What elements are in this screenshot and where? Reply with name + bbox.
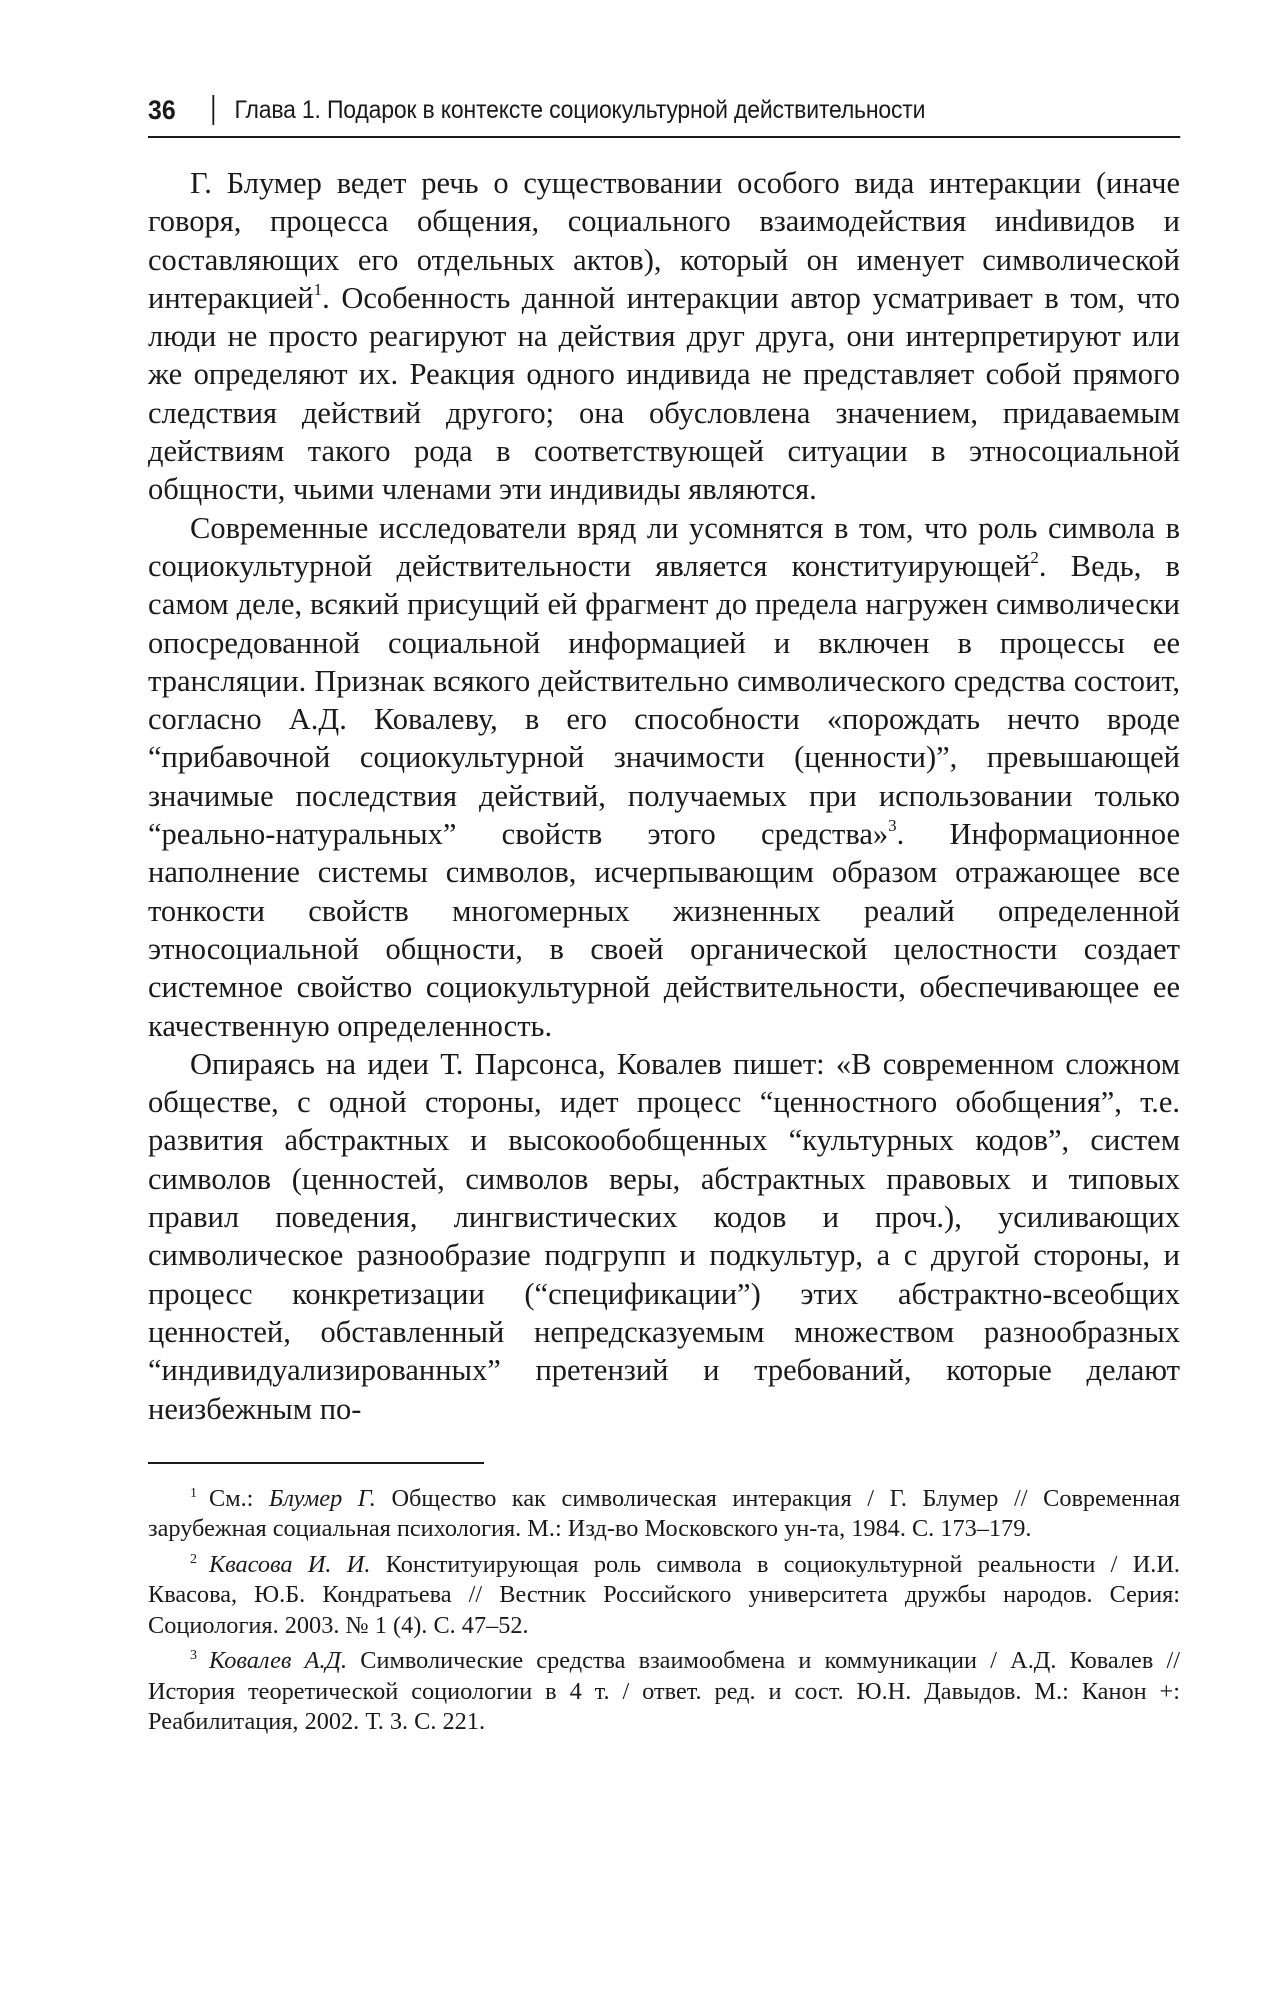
footnote-1-number: 1 — [190, 1485, 197, 1501]
paragraph-1-text-a: Г. Блумер ведет речь о существовании особого вида интеракции (иначе говоря, процесса общения, социального взаимодействия инdивидов и составляющих его отдельных актов), который он именует символической интеракцией — [148, 166, 1180, 315]
footnote-2-number: 2 — [190, 1551, 197, 1567]
paragraph-3 — [148, 1045, 1180, 1428]
page-number: 36 — [148, 94, 176, 125]
footnote-3-number: 3 — [190, 1648, 197, 1664]
main-text — [148, 164, 1180, 1428]
footnote-1 — [148, 1484, 1180, 1545]
footnote-ref-3: 3 — [888, 815, 897, 835]
book-page — [148, 88, 1180, 1743]
footnote-ref-2: 2 — [1030, 547, 1039, 567]
footnote-3 — [148, 1646, 1180, 1738]
footnote-ref-1: 1 — [313, 279, 323, 299]
footnotes — [148, 1484, 1180, 1738]
chapter-title: Глава 1. Подарок в контексте социокультурной действительности — [234, 95, 926, 124]
paragraph-2 — [148, 509, 1180, 1045]
footnote-1-author: Блумер Г. — [269, 1484, 376, 1512]
paragraph-2-text-a: Современные исследователи вряд ли усомнятся в том, что роль символа в социокультурной действительности является конституирующей — [148, 510, 1180, 583]
footnote-3-author: Ковалев А.Д. — [209, 1647, 348, 1675]
paragraph-2-text-b: . Ведь, в самом деле, всякий присущий ей фрагмент до предела нагружен символически опосредованной социальной информацией и включен в процессы ее трансляции. Признак всякого действительно символического средства состоит, согласно А.Д. Ковалеву, в его способности «порождать нечто вроде “прибавочной социокультурной значимости (ценности)”, превышающей значимые последствия действий, получаемых при использовании только “реально-натуральных” свойств этого средства» — [148, 548, 1181, 852]
running-head — [148, 88, 1180, 138]
footnote-1-prefix: См.: — [209, 1484, 269, 1512]
footnote-2-author: Квасова И. И. — [209, 1550, 371, 1578]
footnote-1-text: Общество как символическая интеракция / Г. Блумер // Современная зарубежная социальная психология. М.: Изд-во Московского ун-та, 1984. С. 173–179. — [148, 1484, 1180, 1543]
footnote-2-text: Конституирующая роль символа в социокультурной реальности / И.И. Квасова, Ю.Б. Кондратьева // Вестник Российского университета дружбы народов. Серия: Социология. 2003. № 1 (4). С. 47–52. — [148, 1550, 1180, 1639]
footnote-separator — [148, 1462, 484, 1464]
footnote-2 — [148, 1550, 1180, 1642]
header-divider — [212, 95, 214, 125]
footnote-3-text: Символические средства взаимообмена и коммуникации / А.Д. Ковалев // История теоретической социологии в 4 т. / ответ. ред. и сост. Ю.Н. Давыдов. М.: Канон +: Реабилитация, 2002. Т. 3. С. 221. — [148, 1647, 1180, 1736]
paragraph-3-text: Опираясь на идеи Т. Парсонса, Ковалев пишет: «В современном сложном обществе, с одной стороны, идет процесс “ценностного обобщения”, т.е. развития абстрактных и высокообобщенных “культурных кодов”, систем символов (ценностей, символов веры, абстрактных правовых и типовых правил поведения, лингвистических кодов и проч.), усиливающих символическое разнообразие подгрупп и подкультур, а с другой стороны, и процесс конкретизации (“спецификации”) этих абстрактно-всеобщих ценностей, обставленный непредсказуемым множеством разнообразных “индивидуализированных” претензий и требований, которые делают неизбежным по- — [148, 1046, 1180, 1426]
paragraph-1-text-b: . Особенность данной интеракции автор усматривает в том, что люди не просто реагируют на действия друг друга, они интерпретируют или же определяют их. Реакция одного индивида не представляет собой прямого следствия действий другого; она обусловлена значением, придаваемым действиям такого рода в соответствующей ситуации в этносоциальной общности, чьими членами эти индивиды являются. — [148, 280, 1180, 507]
paragraph-2-text-c: . Информационное наполнение системы символов, исчерпывающим образом отражающее все тонкости свойств многомерных жизненных реалий определенной этносоциальной общности, в своей органической целостности создает системное свойство социокультурной действительности, обеспечивающее ее качественную определенность. — [148, 817, 1180, 1043]
paragraph-1 — [148, 164, 1180, 509]
